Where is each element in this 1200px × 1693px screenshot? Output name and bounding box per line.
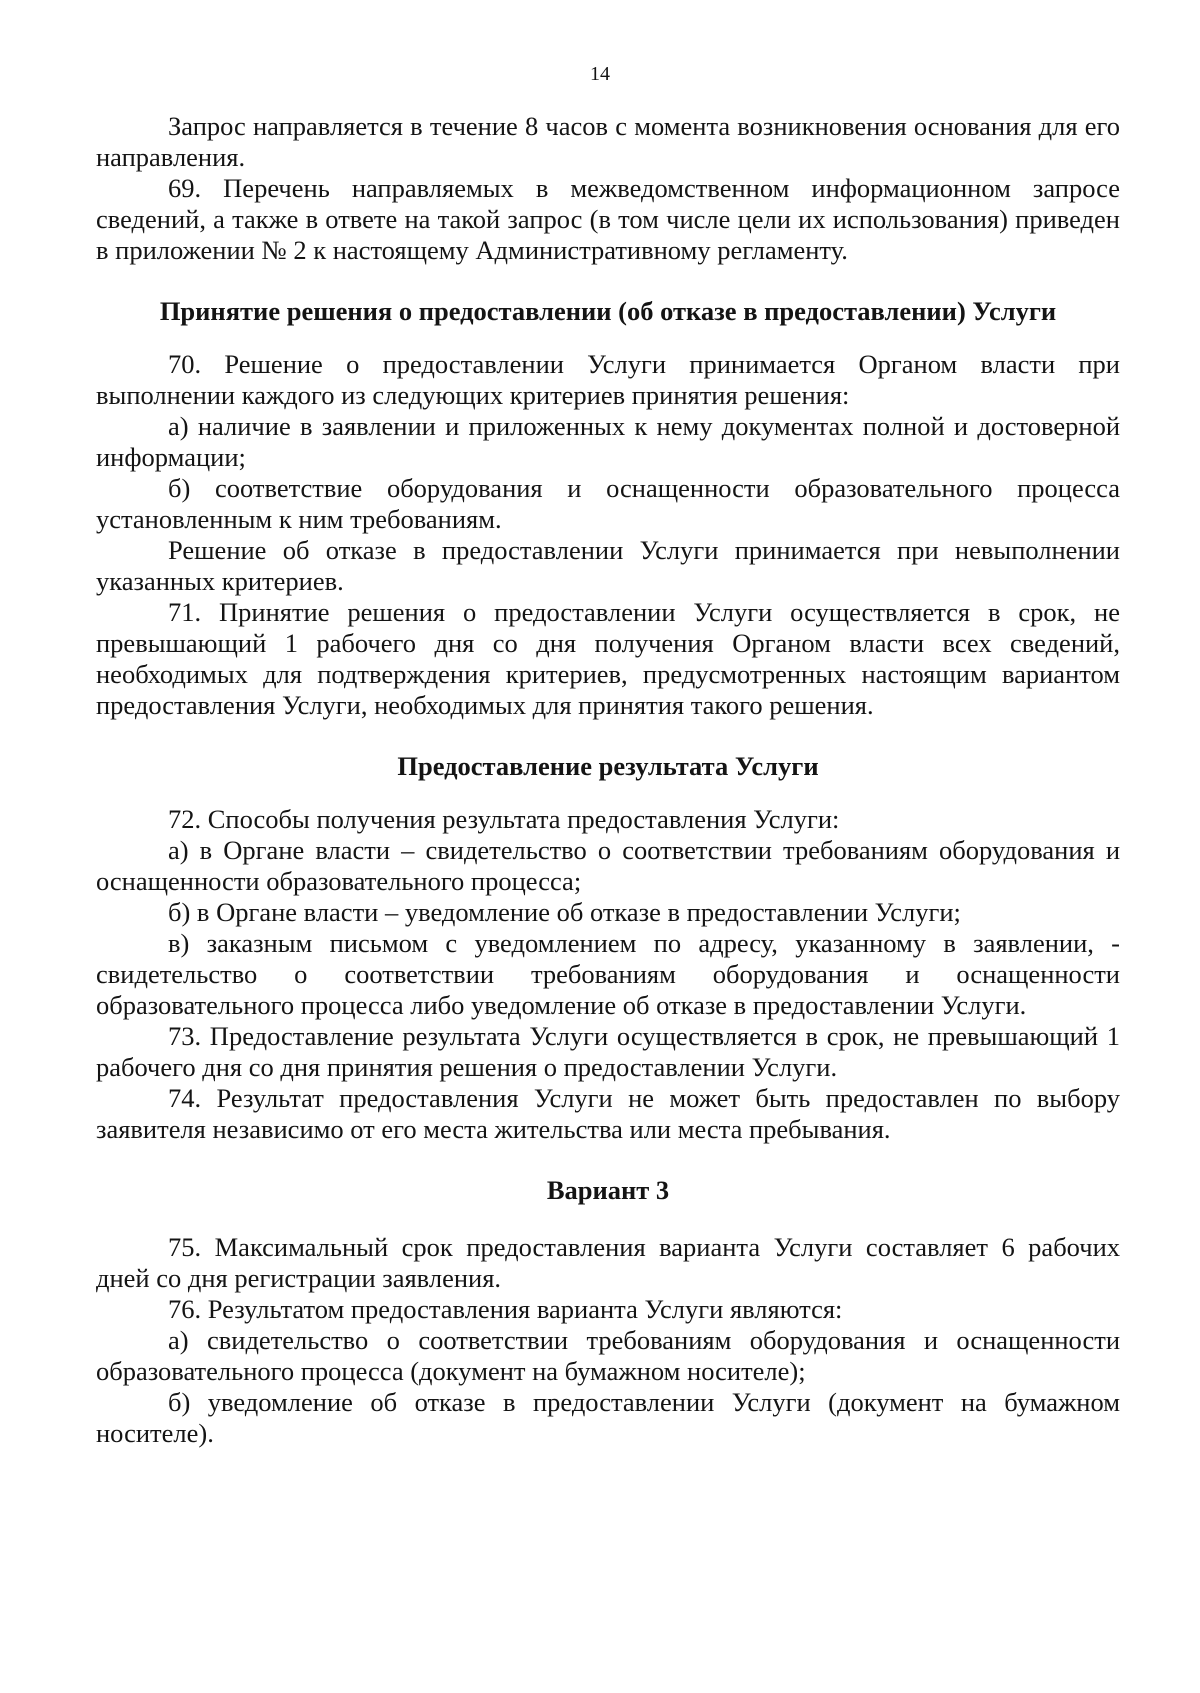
paragraph-68-end: Запрос направляется в течение 8 часов с момента возникновения основания для его направления.	[96, 111, 1120, 172]
page-number: 14	[590, 63, 610, 85]
paragraph-76-b: б) уведомление об отказе в предоставлении Услуги (документ на бумажном носителе).	[96, 1387, 1120, 1448]
paragraph-72-c: в) заказным письмом с уведомлением по адресу, указанному в заявлении, - свидетельство о соответствии требованиям оборудования и оснащенности образовательного процесса либо уведомление об отказе в предоставлении Услуги.	[96, 928, 1120, 1020]
paragraph-74: 74. Результат предоставления Услуги не может быть предоставлен по выбору заявителя независимо от его места жительства или места пребывания.	[96, 1083, 1120, 1144]
paragraph-70-b: б) соответствие оборудования и оснащенности образовательного процесса установленным к ним требованиям.	[96, 473, 1120, 534]
paragraph-71: 71. Принятие решения о предоставлении Услуги осуществляется в срок, не превышающий 1 рабочего дня со дня получения Органом власти всех сведений, необходимых для подтверждения критериев, предусмотренных настоящим вариантом предоставления Услуги, необходимых для принятия такого решения.	[96, 597, 1120, 720]
paragraph-70: 70. Решение о предоставлении Услуги принимается Органом власти при выполнении каждого из следующих критериев принятия решения:	[96, 349, 1120, 410]
section-heading-variant-3: Вариант 3	[546, 1175, 670, 1205]
document-body	[96, 111, 1120, 1449]
paragraph-75: 75. Максимальный срок предоставления варианта Услуги составляет 6 рабочих дней со дня регистрации заявления.	[96, 1232, 1120, 1293]
section-heading-decision: Принятие решения о предоставлении (об отказе в предоставлении) Услуги	[159, 296, 1057, 326]
paragraph-69: 69. Перечень направляемых в межведомственном информационном запросе сведений, а также в ответе на такой запрос (в том числе цели их использования) приведен в приложении № 2 к настоящему Административному регламенту.	[96, 173, 1120, 265]
paragraph-72: 72. Способы получения результата предоставления Услуги:	[168, 804, 840, 834]
paragraph-72-b: б) в Органе власти – уведомление об отказе в предоставлении Услуги;	[168, 897, 961, 927]
paragraph-76: 76. Результатом предоставления варианта Услуги являются:	[168, 1294, 843, 1324]
paragraph-70-refusal: Решение об отказе в предоставлении Услуги принимается при невыполнении указанных критериев.	[96, 535, 1120, 596]
paragraph-70-a: а) наличие в заявлении и приложенных к нему документах полной и достоверной информации;	[96, 411, 1120, 472]
paragraph-73: 73. Предоставление результата Услуги осуществляется в срок, не превышающий 1 рабочего дня со дня принятия решения о предоставлении Услуги.	[96, 1021, 1120, 1082]
paragraph-72-a: а) в Органе власти – свидетельство о соответствии требованиям оборудования и оснащенности образовательного процесса;	[96, 835, 1120, 896]
paragraph-76-a: а) свидетельство о соответствии требованиям оборудования и оснащенности образовательного процесса (документ на бумажном носителе);	[96, 1325, 1120, 1386]
section-heading-result: Предоставление результата Услуги	[397, 751, 819, 781]
